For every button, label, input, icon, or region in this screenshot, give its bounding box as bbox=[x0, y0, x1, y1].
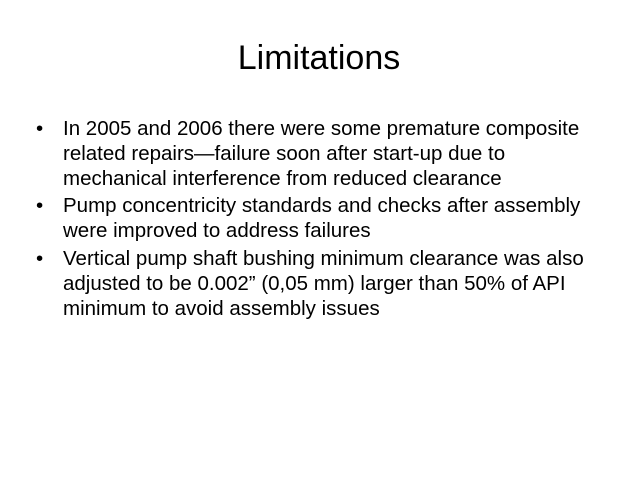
bullet-icon: • bbox=[36, 194, 44, 218]
bullet-item bbox=[36, 117, 596, 191]
slide-title: Limitations bbox=[237, 39, 401, 77]
bullet-text: In 2005 and 2006 there were some premature composite related repairs—failure soon after start-up due to mechanical interference from reduced clearance bbox=[63, 117, 580, 190]
bullet-list bbox=[36, 117, 596, 324]
bullet-icon: • bbox=[36, 246, 44, 270]
bullet-item bbox=[36, 194, 596, 244]
bullet-text: Vertical pump shaft bushing minimum clearance was also adjusted to be 0.002” (0,05 mm) larger than 50% of API minimum to avoid assembly issues bbox=[63, 246, 584, 320]
bullet-text: Pump concentricity standards and checks after assembly were improved to address failures bbox=[63, 194, 581, 243]
bullet-item bbox=[36, 247, 596, 321]
bullet-icon: • bbox=[36, 117, 44, 140]
